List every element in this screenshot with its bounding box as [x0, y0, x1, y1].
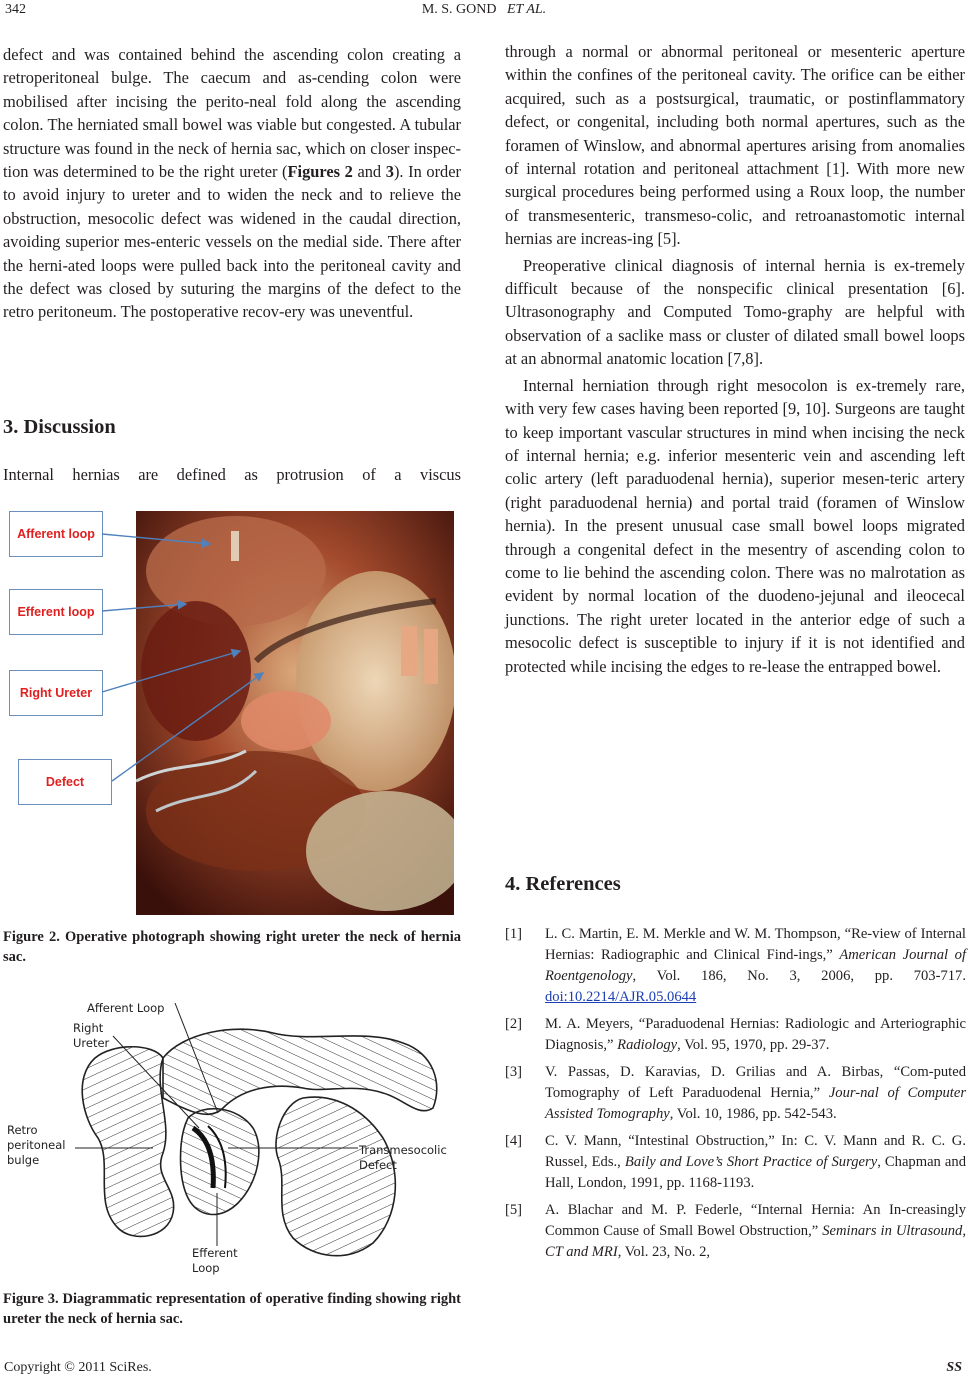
diagram-label-retro-3: bulge [7, 1153, 40, 1167]
reference-text: , Vol. 95, 1970, pp. 29-37. [677, 1037, 830, 1053]
page-number: 342 [5, 2, 26, 17]
diagram-label-afferent-loop: Afferent Loop [87, 1001, 165, 1015]
label-afferent-loop: Afferent loop [9, 511, 103, 557]
reference-text: V. Passas, D. Karavias, D. Grilias and A. Birbas, “Com-puted Tomography of Left Paraduodenal Hernia,” [545, 1064, 966, 1101]
diagram-label-efferent-2: Loop [192, 1261, 220, 1275]
reference-item [505, 1200, 966, 1263]
figure-2-ref: Figures 2 [287, 162, 353, 182]
left-column-text [3, 43, 461, 324]
reference-item [505, 1062, 966, 1125]
reference-number: [2] [505, 1016, 523, 1032]
reference-journal: Seminars in Ultrasound [822, 1223, 963, 1239]
figure-2-caption: Figure 2. Operative photograph showing right ureter the neck of hernia sac. [3, 929, 461, 965]
diagram-label-efferent-1: Efferent [192, 1246, 238, 1260]
doi-link[interactable]: doi:10.2214/AJR.05.0644 [545, 989, 697, 1005]
reference-text: , Chapman and Hall, London, 1991, pp. 1168-1193. [545, 1154, 966, 1191]
running-head-authors: M. S. GOND [421, 2, 497, 17]
paragraph-right-mesocolon: Internal herniation through right mesocolon is ex-tremely rare, with very few cases having been reported [9, 10]. Surgeons are taught to keep important vascular structures in mind when incising the neck of internal hernia; e.g. inferior mesenteric vein and ascending left colic artery (left paraduodenal hernia), superior mesen-teric artery (right paraduodenal hernia) and portal traid (foramen of Winslow hernia). In the present unusual case small bowel loops migrated through a congenital defect in the mesentry of ascending colon to come to lie behind the ascending colon. There was no malrotation as evident by normal location of the duodeno-jejunal and ileocecal junctions. The right ureter located in the anterior edge of such a mesocolic defect is susceptible to injury if it is not identified and protected while incising the edges to re-lease the entrapped bowel. [505, 375, 965, 676]
paragraph-preoperative-diagnosis: Preoperative clinical diagnosis of internal hernia is ex-tremely difficult because of the nonspecific clinical presentation [6]. Ultrasonography and Computed Tomo-graphy are helpful with observation of a saclike mass or cluster of dilated small bowel loops at an abnormal anatomic location [7,8]. [505, 255, 965, 369]
reference-text: , [962, 1223, 966, 1239]
figure-3-ref: 3 [385, 162, 394, 182]
reference-journal: Baily and Love’s Short Practice of Surgery [624, 1154, 878, 1170]
discussion-first-line [3, 463, 461, 486]
references-heading: 4. References [505, 873, 621, 895]
reference-item [505, 1131, 966, 1194]
reference-text: , Vol. 23, No. 2, [617, 1244, 711, 1260]
diagram-label-right-ureter-2: Ureter [73, 1036, 110, 1050]
reference-text: , Vol. 186, No. 3, 2006, pp. 703-717. [632, 968, 966, 984]
paragraph-internal-hernia-definition: through a normal or abnormal peritoneal or mesenteric aperture within the confines of the peritoneal cavity. The orifice can be either acquired, such as a postsurgical, traumatic, or postinflammatory defect, or congenital, including both normal apertures, such as the foramen of Winslow, and abnormal apertures arising from anomalies of internal rotation and peritoneal attachment [1]. With more new surgical procedures being performed using a Roux loop, the number of transmesenteric, transmeso-colic, and retroanastomotic internal hernias are increas-ing [5]. [505, 42, 965, 249]
diagram-label-trans-1: Transmesocolic [359, 1143, 447, 1157]
journal-abbrev: SS [946, 1360, 962, 1375]
reference-text: M. A. Meyers, “Paraduodenal Hernias: Radiologic and Arteriographic Diagnosis,” [545, 1016, 966, 1053]
reference-journal: American Journal of Roentgenology [545, 947, 966, 984]
reference-text: A. Blachar and M. P. Federle, “Internal Hernia: An In-creasingly Common Cause of Small Bowel Obstruction,” [545, 1202, 966, 1239]
discussion-heading: 3. Discussion [3, 416, 116, 438]
reference-number: [5] [505, 1202, 523, 1218]
reference-text: L. C. Martin, E. M. Merkle and W. M. Thompson, “Re-view of Internal Hernias: Radiographic and Clinical Find-ings,” [545, 926, 966, 963]
retroperitoneal-bulge-shape [82, 1047, 173, 1237]
running-head-etal: ET AL. [507, 2, 547, 17]
reference-item [505, 924, 966, 1008]
reference-number: [1] [505, 926, 523, 942]
reference-journal: CT and MRI [545, 1244, 618, 1260]
paragraph-text: defect and was contained behind the ascending colon creating a retroperitoneal bulge. The caecum and as-cending colon were mobilised after incising the perito-neal fold along the ascending colon. The herniated small bowel was viable but congested. A tubular structure was found in the neck of hernia sac, which on closer inspec-tion was determined to be the right ureter ( [3, 45, 461, 182]
label-right-ureter: Right Ureter [9, 670, 103, 716]
paragraph-case-continuation [3, 43, 461, 324]
label-defect: Defect [18, 759, 112, 805]
right-column-text [505, 40, 965, 678]
reference-number: [4] [505, 1133, 523, 1149]
reference-item [505, 1014, 966, 1056]
diagram-label-right-ureter-1: Right [73, 1021, 104, 1035]
diagram-label-retro-1: Retro [7, 1123, 38, 1137]
operative-photograph [136, 511, 454, 915]
copyright: Copyright © 2011 SciRes. [4, 1360, 152, 1375]
paragraph-text: Internal hernias are defined as protrusion of a viscus [3, 465, 461, 484]
running-head [0, 2, 968, 18]
reference-text: C. V. Mann, “Intestinal Obstruction,” In: C. V. Mann and R. C. G. Russel, Eds., [545, 1133, 966, 1170]
paragraph-text: ). In order to avoid injury to ureter and to widen the neck and to relieve the obstruction, mesocolic defect was widened in the caudal direction, avoiding superior mes-enteric vessels on the medial side. There after the herni-ated loops were pulled back into the peritoneal cavity and the defect was closed by suturing the margins of the defect to the retro peritoneum. The postoperative recov-ery was uneventful. [3, 162, 461, 322]
efferent-loop-shape [181, 1109, 259, 1215]
conjunction: and [352, 162, 386, 182]
reference-number: [3] [505, 1064, 523, 1080]
diagram-label-trans-2: Defect [359, 1158, 397, 1172]
references-list [505, 924, 966, 1269]
hernia-diagram [3, 988, 461, 1280]
reference-text: , Vol. 10, 1986, pp. 542-543. [669, 1106, 837, 1122]
label-efferent-loop: Efferent loop [9, 589, 103, 635]
figure-3-caption: Figure 3. Diagrammatic representation of operative finding showing right ureter the neck of hernia sac. [3, 1291, 461, 1327]
colon-shape [276, 1097, 395, 1256]
reference-journal: Radiology [617, 1037, 678, 1053]
diagram-label-retro-2: peritoneal [7, 1138, 66, 1152]
reference-journal: Jour-nal of Computer Assisted Tomography [545, 1085, 966, 1122]
